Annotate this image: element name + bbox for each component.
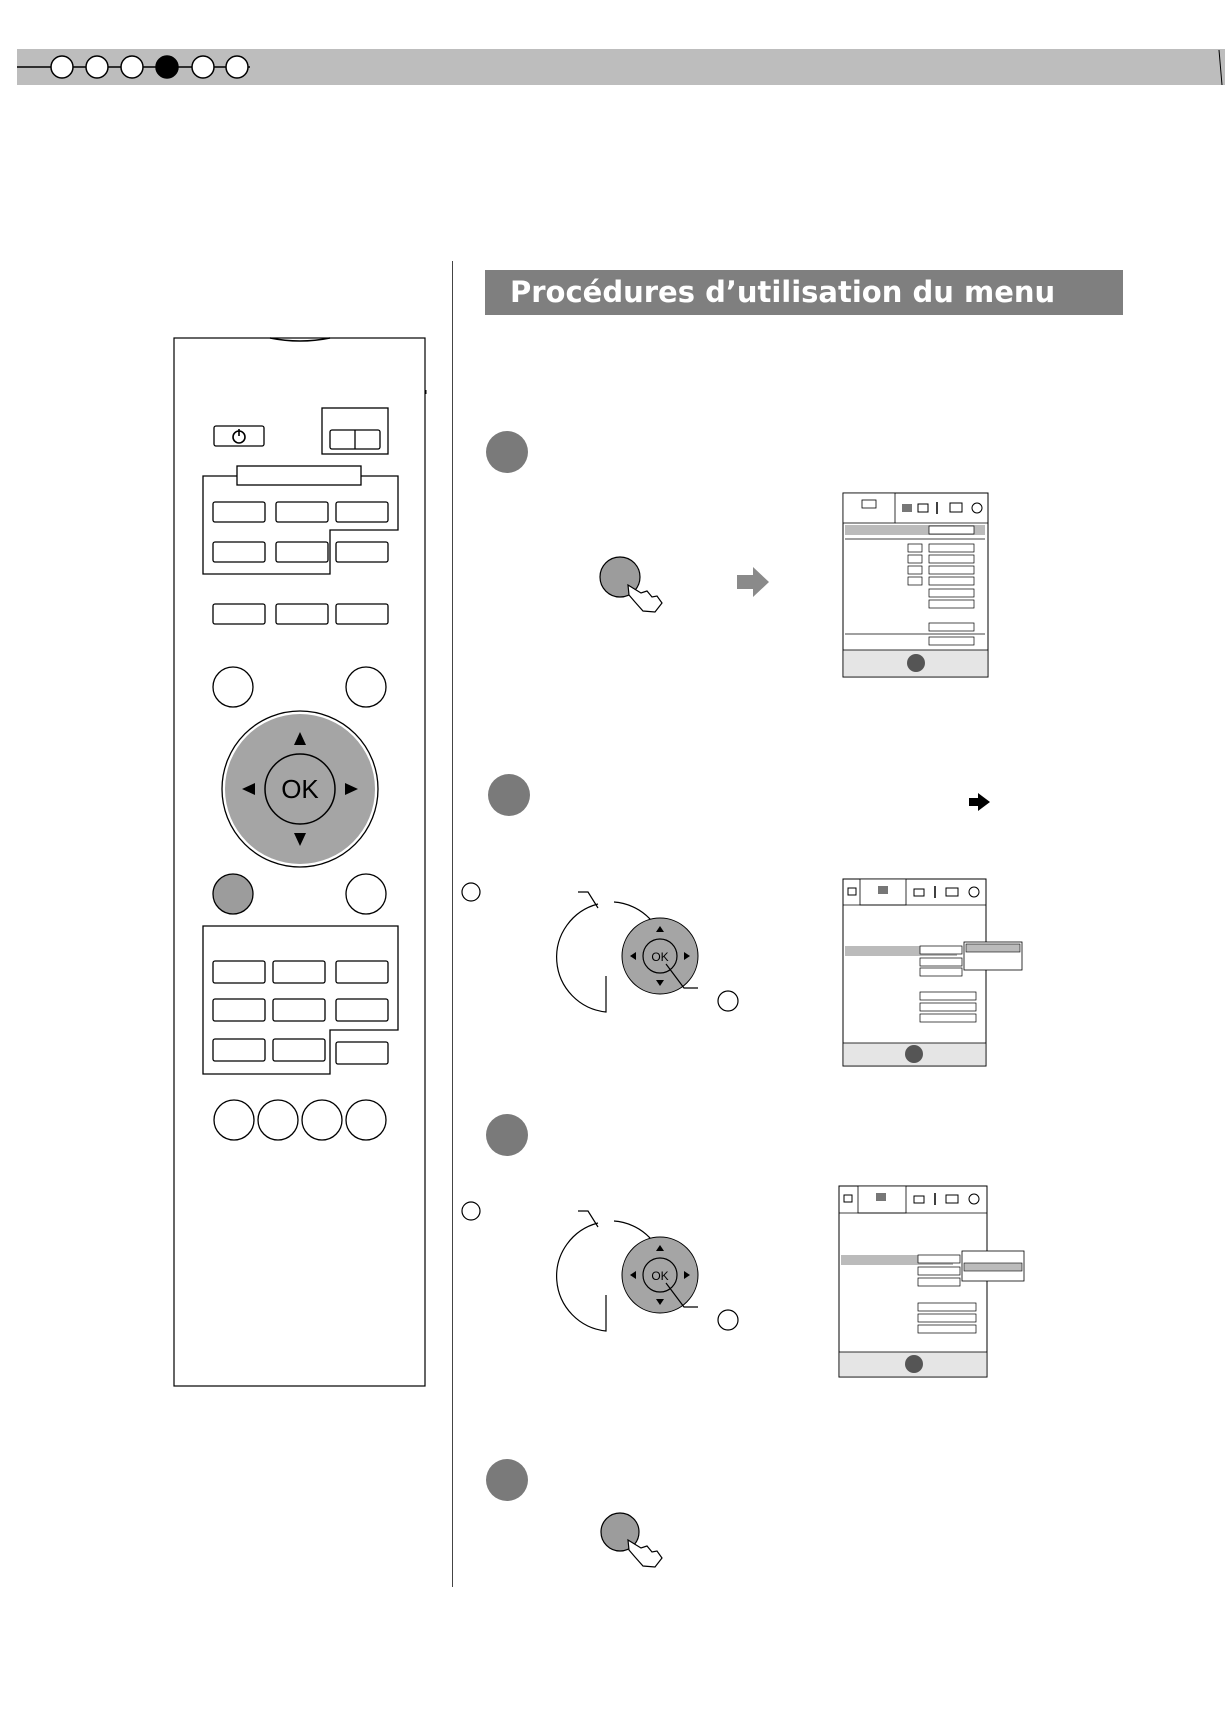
lower-button-6[interactable] bbox=[336, 999, 388, 1021]
input-button-6[interactable] bbox=[336, 542, 388, 562]
press-back-button-illustration bbox=[595, 1512, 675, 1572]
input-button-5[interactable] bbox=[276, 542, 328, 562]
ok-button-label: OK bbox=[281, 774, 319, 804]
callout-circle bbox=[462, 883, 480, 901]
step-dot-5 bbox=[192, 56, 214, 78]
lower-button-7[interactable] bbox=[213, 1039, 265, 1061]
lower-button-3[interactable] bbox=[336, 961, 388, 983]
arrow-icon bbox=[968, 792, 992, 812]
section-title: Procédures d’utilisation du menu bbox=[485, 270, 1123, 315]
menu-screen-3 bbox=[838, 1185, 1028, 1380]
dpad[interactable] bbox=[222, 711, 378, 867]
function-button-2[interactable] bbox=[276, 604, 328, 624]
function-button-1[interactable] bbox=[213, 604, 265, 624]
step-dot-4-active bbox=[156, 56, 178, 78]
lower-button-5[interactable] bbox=[273, 999, 325, 1021]
select-dial-illustration-2 bbox=[458, 1195, 743, 1345]
input-button-4[interactable] bbox=[213, 542, 265, 562]
press-menu-button-illustration bbox=[595, 555, 675, 615]
input-button-3[interactable] bbox=[336, 502, 388, 522]
svg-text:OK: OK bbox=[651, 1269, 669, 1283]
memory-button-1[interactable] bbox=[214, 1100, 254, 1140]
hand-icon bbox=[628, 585, 662, 612]
column-divider bbox=[452, 261, 453, 1587]
input-button-1[interactable] bbox=[213, 502, 265, 522]
callout-circle bbox=[718, 1310, 738, 1330]
menu-button-highlighted[interactable] bbox=[213, 874, 253, 914]
hand-icon bbox=[628, 1540, 662, 1567]
remote-control bbox=[170, 330, 432, 1392]
memory-button-3[interactable] bbox=[302, 1100, 342, 1140]
callout-circle bbox=[462, 1202, 480, 1220]
power-button[interactable] bbox=[214, 426, 264, 446]
back-button[interactable] bbox=[346, 874, 386, 914]
lower-button-8[interactable] bbox=[273, 1039, 325, 1061]
step-marker-1 bbox=[485, 430, 531, 476]
input-button-2[interactable] bbox=[276, 502, 328, 522]
lower-button-4[interactable] bbox=[213, 999, 265, 1021]
menu-screen-1 bbox=[842, 492, 990, 678]
lower-button-1[interactable] bbox=[213, 961, 265, 983]
right-arrow-icon bbox=[735, 565, 773, 599]
step-marker-2 bbox=[487, 773, 533, 819]
memory-button-4[interactable] bbox=[346, 1100, 386, 1140]
step-dot-6 bbox=[226, 56, 248, 78]
round-button-top-left[interactable] bbox=[213, 667, 253, 707]
step-dot-2 bbox=[86, 56, 108, 78]
svg-text:OK: OK bbox=[651, 950, 669, 964]
lower-button-9[interactable] bbox=[336, 1042, 388, 1064]
callout-circle bbox=[718, 991, 738, 1011]
step-dot-3 bbox=[121, 56, 143, 78]
step-marker-4 bbox=[485, 1458, 531, 1504]
memory-button-2[interactable] bbox=[258, 1100, 298, 1140]
select-dial-illustration-1 bbox=[458, 876, 743, 1026]
menu-screen-2 bbox=[842, 878, 1024, 1068]
step-dot-1 bbox=[51, 56, 73, 78]
top-right-button-group[interactable] bbox=[322, 408, 388, 454]
step-marker-3 bbox=[485, 1113, 531, 1159]
round-button-top-right[interactable] bbox=[346, 667, 386, 707]
function-button-3[interactable] bbox=[336, 604, 388, 624]
step-dots bbox=[0, 40, 1225, 96]
lower-button-2[interactable] bbox=[273, 961, 325, 983]
